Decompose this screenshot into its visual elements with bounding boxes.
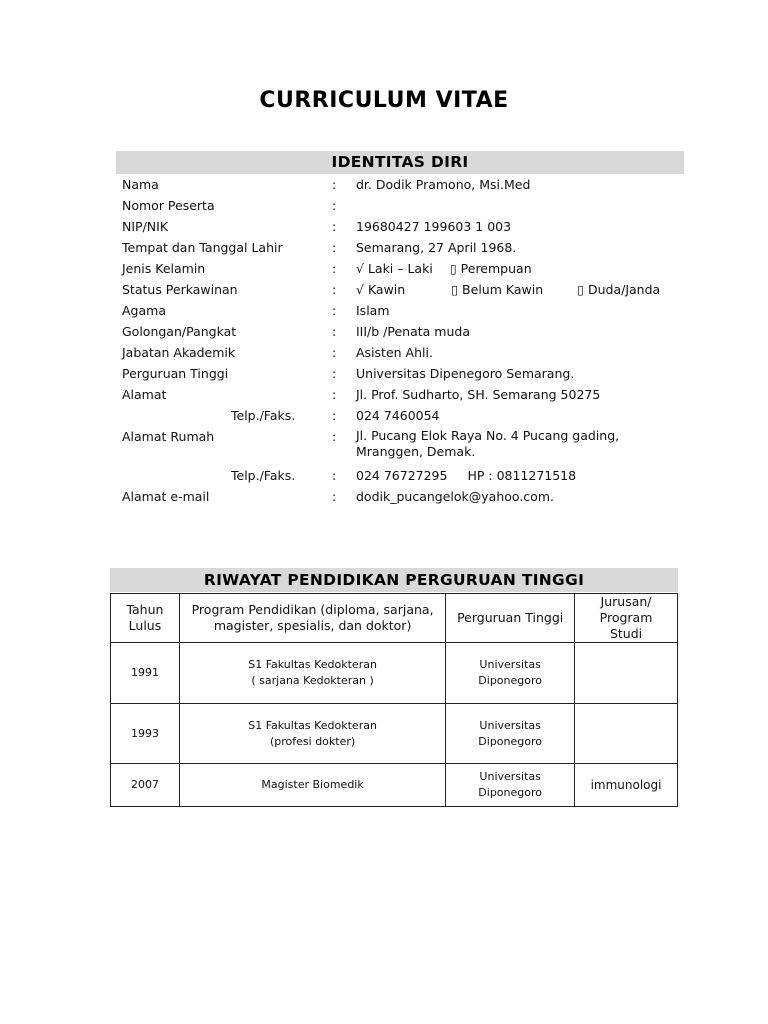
pt-line2: Diponegoro	[478, 734, 542, 748]
education-table	[110, 593, 678, 807]
label-jenis-kelamin: Jenis Kelamin	[122, 261, 206, 276]
label-alamat-rumah: Alamat Rumah	[122, 429, 215, 444]
identitas-table	[122, 175, 686, 508]
separator: :	[332, 489, 337, 504]
option-belum-kawin: ▯ Belum Kawin	[451, 282, 544, 297]
table-row	[111, 643, 678, 704]
program-line1: S1 Fakultas Kedokteran	[248, 658, 377, 671]
row-email	[122, 487, 686, 508]
pt-line1: Universitas	[479, 770, 541, 783]
option-duda-janda: ▯ Duda/Janda	[577, 282, 661, 297]
separator: :	[332, 219, 337, 234]
separator: :	[332, 408, 337, 423]
cv-title: CURRICULUM VITAE	[259, 88, 509, 113]
cell-year: 1993	[111, 704, 180, 764]
program-line2: (profesi dokter)	[269, 734, 356, 748]
pt-line1: Universitas	[479, 658, 541, 671]
pt-line2: Diponegoro	[478, 786, 542, 799]
header-program-line2: magister, spesialis, dan doktor)	[213, 618, 412, 633]
separator: :	[332, 345, 337, 360]
label-ttl: Tempat dan Tanggal Lahir	[122, 240, 283, 255]
header-program-line1: Program Pendidikan (diploma, sarjana,	[191, 602, 434, 617]
label-status-perkawinan: Status Perkawinan	[122, 282, 238, 297]
option-perempuan: ▯ Perempuan	[449, 261, 532, 276]
table-row	[111, 704, 678, 764]
program-line2: ( sarjana Kedokteran )	[251, 674, 374, 687]
row-telp-rumah	[122, 466, 686, 487]
label-nip: NIP/NIK	[122, 219, 169, 234]
header-jurusan-line3: Studi	[609, 626, 643, 641]
option-kawin: √ Kawin	[356, 282, 406, 297]
separator: :	[332, 303, 337, 318]
row-golongan	[122, 322, 686, 343]
row-telp-kantor	[122, 406, 686, 427]
header-tahun: Tahun	[126, 602, 164, 617]
row-agama	[122, 301, 686, 322]
value-nomor-peserta	[356, 196, 686, 217]
program-line1: S1 Fakultas Kedokteran	[248, 718, 377, 732]
cell-program: Magister Biomedik	[179, 764, 445, 807]
value-alamat: Jl. Prof. Sudharto, SH. Semarang 50275	[356, 387, 601, 402]
cell-perguruan-tinggi	[446, 643, 575, 704]
header-program	[179, 594, 445, 643]
separator: :	[332, 366, 337, 381]
riwayat-heading: RIWAYAT PENDIDIKAN PERGURUAN TINGGI	[110, 568, 678, 592]
cell-year: 2007	[111, 764, 180, 807]
pt-line2: Diponegoro	[478, 674, 542, 687]
cell-perguruan-tinggi	[446, 704, 575, 764]
separator: :	[332, 198, 337, 213]
value-golongan: III/b /Penata muda	[356, 324, 470, 339]
row-jabatan	[122, 343, 686, 364]
value-email: dodik_pucangelok@yahoo.com.	[356, 489, 554, 504]
value-telp-kantor: 024 7460054	[356, 408, 440, 423]
telp-rumah-number: 024 76727295	[356, 468, 448, 483]
header-jurusan	[575, 594, 678, 643]
separator: :	[332, 240, 337, 255]
value-status-perkawinan	[356, 280, 686, 301]
row-nip	[122, 217, 686, 238]
row-perguruan-tinggi	[122, 364, 686, 385]
header-lulus: Lulus	[128, 618, 162, 633]
identitas-heading: IDENTITAS DIRI	[116, 151, 684, 174]
header-perguruan-tinggi: Perguruan Tinggi	[446, 594, 575, 643]
separator: :	[332, 177, 337, 192]
value-alamat-rumah: Jl. Pucang Elok Raya No. 4 Pucang gading, Mranggen, Demak.	[356, 428, 620, 459]
value-perguruan-tinggi: Universitas Dipenegoro Semarang.	[356, 366, 575, 381]
separator: :	[332, 261, 337, 276]
cell-year: 1991	[111, 643, 180, 704]
label-nomor-peserta: Nomor Peserta	[122, 198, 215, 213]
row-ttl	[122, 238, 686, 259]
separator: :	[332, 282, 337, 297]
value-ttl: Semarang, 27 April 1968.	[356, 240, 517, 255]
header-jurusan-line1: Jurusan/	[600, 594, 652, 609]
header-tahun-lulus	[111, 594, 180, 643]
separator: :	[332, 324, 337, 339]
value-nama: dr. Dodik Pramono, Msi.Med	[356, 177, 531, 192]
row-alamat-rumah	[122, 427, 686, 466]
hp-number: HP : 0811271518	[467, 468, 577, 483]
row-jenis-kelamin	[122, 259, 686, 280]
separator: :	[332, 387, 337, 402]
label-agama: Agama	[122, 303, 166, 318]
label-telp-rumah: Telp./Faks.	[231, 468, 296, 483]
label-alamat: Alamat	[122, 387, 167, 402]
label-telp-kantor: Telp./Faks.	[231, 408, 296, 423]
cell-jurusan: immunologi	[575, 764, 678, 807]
value-telp-rumah	[356, 466, 686, 487]
separator: :	[332, 429, 337, 444]
value-nip: 19680427 199603 1 003	[356, 219, 512, 234]
cell-perguruan-tinggi	[446, 764, 575, 807]
value-agama: Islam	[356, 303, 390, 318]
pt-line1: Universitas	[479, 718, 541, 732]
label-perguruan-tinggi: Perguruan Tinggi	[122, 366, 229, 381]
row-alamat	[122, 385, 686, 406]
row-nama	[122, 175, 686, 196]
row-nomor-peserta	[122, 196, 686, 217]
header-jurusan-line2: Program	[599, 610, 653, 625]
label-nama: Nama	[122, 177, 159, 192]
label-email: Alamat e-mail	[122, 489, 210, 504]
label-golongan: Golongan/Pangkat	[122, 324, 237, 339]
option-laki-laki: √ Laki – Laki	[356, 261, 433, 276]
cell-program	[179, 643, 445, 704]
label-jabatan: Jabatan Akademik	[122, 345, 236, 360]
row-status-perkawinan	[122, 280, 686, 301]
cell-program	[179, 704, 445, 764]
separator: :	[332, 468, 337, 483]
value-jenis-kelamin	[356, 259, 686, 280]
table-header-row	[111, 594, 678, 643]
cell-jurusan	[575, 643, 678, 704]
table-row	[111, 764, 678, 807]
value-jabatan: Asisten Ahli.	[356, 345, 433, 360]
cell-jurusan	[575, 704, 678, 764]
